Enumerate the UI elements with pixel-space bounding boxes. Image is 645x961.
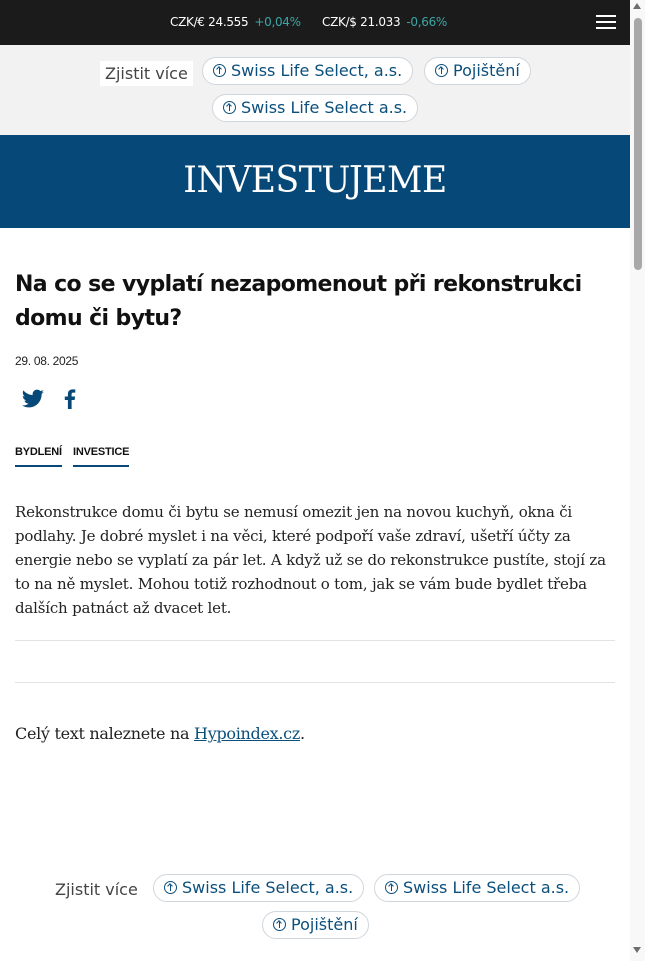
category-investice[interactable]: INVESTICE	[73, 446, 129, 467]
divider	[15, 682, 615, 683]
tag-pill-label: Swiss Life Select, a.s.	[231, 61, 403, 80]
article-title: Na co se vyplatí nezapomenout při rekonstrukci domu či bytu?	[15, 272, 582, 331]
ticker-usd-change: -0,66%	[406, 15, 448, 29]
ticker-item-usd[interactable]	[322, 15, 447, 29]
scroll-down-arrow-icon[interactable]	[633, 947, 641, 953]
source-link[interactable]: Hypoindex.cz	[194, 724, 300, 743]
arrow-up-circle-icon	[435, 64, 448, 77]
twitter-icon[interactable]	[21, 387, 45, 411]
hamburger-icon[interactable]	[596, 13, 618, 31]
tag-pill-pojisteni[interactable]	[424, 57, 531, 85]
article-lead: Rekonstrukce domu či bytu se nemusí omezit jen na novou kuchyň, okna či podlahy. Je dobré myslet i na věci, které podpoří vaše zdraví, ušetří účty za energie nebo se vyplatí za pár let. A když už se do rekonstrukce pustíte, stojí za to na ně myslet. Mohou totiž rozhodnout o tom, jak se vám bude bydlet třeba dalších patnáct až dvacet let.	[15, 503, 606, 617]
facebook-icon[interactable]	[58, 387, 82, 411]
brand-header	[0, 135, 630, 228]
category-bydleni[interactable]: BYDLENÍ	[15, 446, 62, 467]
arrow-up-circle-icon	[273, 918, 286, 931]
tag-pill-label: Pojištění	[291, 915, 358, 934]
tag-pill-swiss-life-select-comma[interactable]	[202, 57, 413, 85]
article-date: 29. 08. 2025	[15, 354, 79, 368]
article-source	[15, 724, 305, 743]
arrow-up-circle-icon	[164, 881, 177, 894]
tag-bar-top	[0, 45, 630, 135]
tag-pill-swiss-life-select[interactable]	[212, 94, 418, 122]
tag-pill-label: Swiss Life Select, a.s.	[182, 878, 354, 897]
currency-ticker	[0, 0, 630, 45]
source-prefix: Celý text naleznete na	[15, 724, 195, 743]
tag-pill-swiss-life-select[interactable]	[374, 874, 580, 902]
tag-pill-label: Pojištění	[453, 61, 520, 80]
site-logo[interactable]: INVESTUJEME	[183, 160, 447, 201]
more-label: Zjistit více	[55, 880, 138, 899]
tag-pill-label: Swiss Life Select a.s.	[403, 878, 570, 897]
ticker-usd-value: CZK/$ 21.033	[322, 15, 401, 29]
tag-pill-label: Swiss Life Select a.s.	[241, 98, 408, 117]
divider	[15, 640, 615, 641]
scrollbar-thumb[interactable]	[634, 18, 642, 270]
more-label: Zjistit více	[100, 61, 193, 86]
arrow-up-circle-icon	[213, 64, 226, 77]
scroll-up-arrow-icon[interactable]	[633, 3, 641, 9]
ticker-item-eur[interactable]	[170, 15, 301, 29]
arrow-up-circle-icon	[385, 881, 398, 894]
ticker-eur-value: CZK/€ 24.555	[170, 15, 249, 29]
arrow-up-circle-icon	[223, 101, 236, 114]
tag-pill-pojisteni[interactable]	[262, 911, 369, 939]
tag-pill-swiss-life-select-comma[interactable]	[153, 874, 364, 902]
source-suffix: .	[299, 724, 305, 743]
ticker-eur-change: +0,04%	[254, 15, 301, 29]
